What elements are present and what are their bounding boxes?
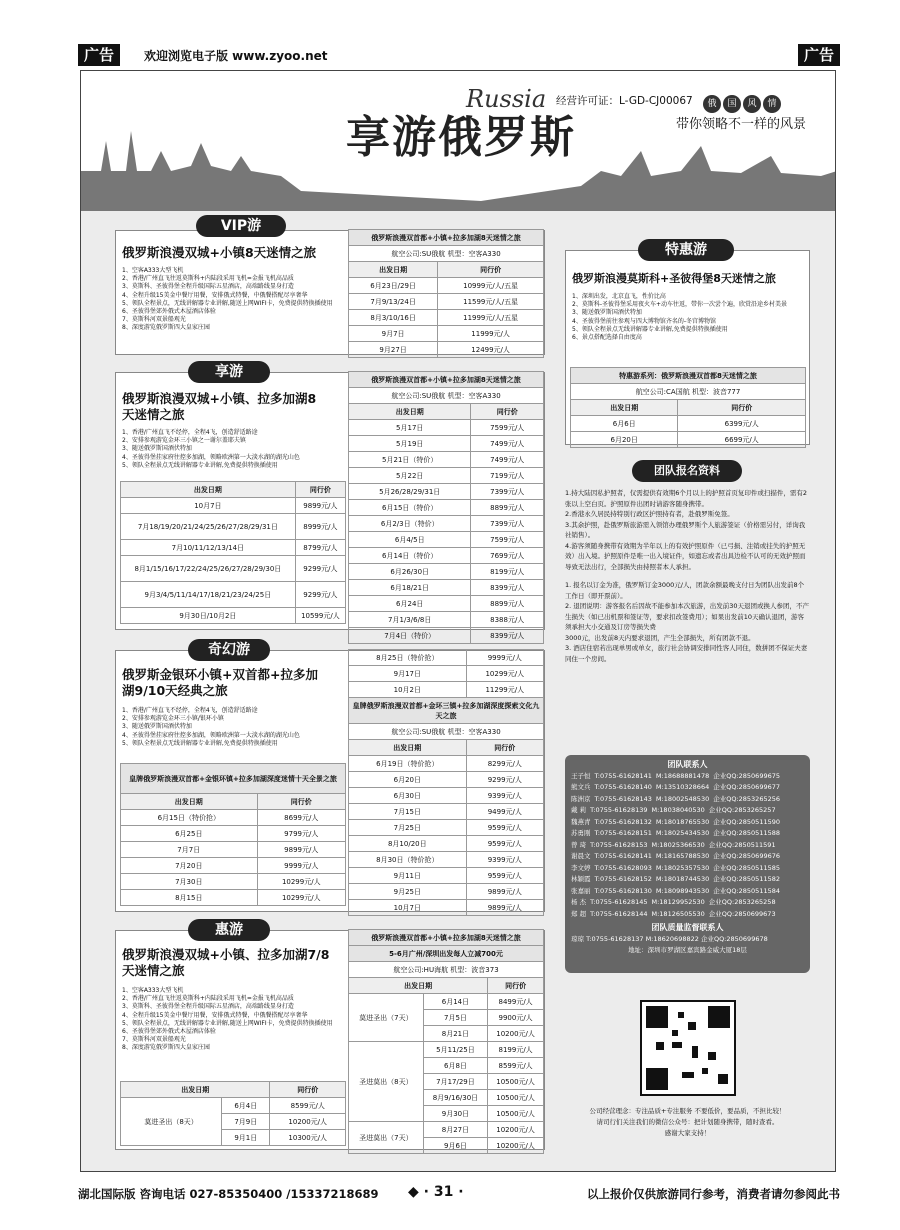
table-row: 6月19日（特价抢） 8299元/人 xyxy=(349,756,544,772)
table-row: 8月9/16/30日 10500元/人 xyxy=(349,1090,544,1106)
table-row: 莫进圣出（7天） 6月14日 8499元/人 xyxy=(349,994,544,1010)
table-row: 莫进圣出（8天） 6月4日 8599元/人 xyxy=(121,1098,346,1114)
table-row: 9月1日 10300元/人 xyxy=(121,1130,346,1146)
table-row: 6月30日 9399元/人 xyxy=(349,788,544,804)
table-row: 6月15日（特价抢） 8699元/人 xyxy=(121,810,346,826)
table-row: 10月7日 9899元/人 xyxy=(121,498,346,514)
quality-contact: 琼琼 T:0755-61628137 M:18620698822 企业QQ:2850699678 xyxy=(571,934,768,943)
table-row: 6月20日 6699元/人 xyxy=(571,432,806,448)
xiang-ribbon: 享游 xyxy=(188,361,270,383)
banner-title: 享游俄罗斯 xyxy=(346,112,576,163)
tehui-notes: 1、深圳出发，北京直飞，性价比高 2、莫斯科-圣彼得堡采用夜火车+动车往返，带你一次尝个遍，欣赏沿途乡村美景 3、随送俄罗斯国酒伏特加 4、圣彼得堡前往参观与四大博物馆齐名的-冬宫博物馆 5、领队全程景点无线讲解器专业讲解,免费提供特换插使用 6、景点搭配选择自由度高 xyxy=(572,293,788,342)
qihuan-left-table: 皇牌俄罗斯浪漫双首都+金银环镇+拉多加湖深度迷情十天全景之旅 出发日期 同行价 6月15日（特价抢） 8699元/人 6月25日 9799元/人 7月7日 9899元/人 7月20日 9999元/人 7月30日 10299元/人 8月15日 10299元/人 xyxy=(120,763,346,906)
table-row: 7月1/3/6/8日 8388元/人 xyxy=(349,612,544,628)
table-row: 9月30日/10月2日 10599元/人 xyxy=(121,608,346,624)
table-row: 圣进莫出（7天） 8月27日 10200元/人 xyxy=(349,1122,544,1138)
qihuan-notes: 1、香港/广州直飞不经停，全程4飞，创造舒适路途 2、安排参观游览金环三小镇/银环小镇 3、随送俄罗斯国酒伏特加 4、圣彼得堡挂家府往控多加湖，领略欧洲第一大淡水湖的湖光山色 5、领队全程景点无线讲解器专业讲解,免费提供特换插使用 xyxy=(122,707,300,747)
quality-title: 团队质量监督联系人 xyxy=(651,923,724,932)
table-row: 6月26/30日 8199元/人 xyxy=(349,564,544,580)
table-row: 9月25日 9899元/人 xyxy=(349,884,544,900)
table-row: 7月5日 9900元/人 xyxy=(349,1010,544,1026)
table-row: 7月18/19/20/21/24/25/26/27/28/29/31日 8999元/人 xyxy=(121,514,346,540)
table-row: 8月10/20日 9599元/人 xyxy=(349,836,544,852)
table-row: 7月20日 9999元/人 xyxy=(121,858,346,874)
table-row: 9月11日 9599元/人 xyxy=(349,868,544,884)
table-row: 6月6日 6399元/人 xyxy=(571,416,806,432)
table-row: 9月17日 10299元/人 xyxy=(349,666,544,682)
table-row: 7月25日 9599元/人 xyxy=(349,820,544,836)
xiang-right-table: 俄罗斯浪漫双首都+小镇+拉多加湖8天迷情之旅 航空公司:SU俄航 机型：空客A330 出发日期 同行价 5月17日 7599元/人 5月19日 7499元/人 5月21日（特价） 7499元/人 5月22日 7199元/人 5月26/28/29/31日 7399元/人 6月15日（特价） 8899元/人 6月2/3日（特价） 7399元/人 6月4/5日 7599元/人 6月14日（特价） 7699元/人 6月26/30日 8199元/人 6月18/21日 8399元/人 6月24日 8899元/人 7月1/3/6/8日 8388元/人 7月4日（特价） 8399元/人 xyxy=(348,371,544,644)
table-row: 6月15日（特价） 8899元/人 xyxy=(349,500,544,516)
tehui-table: 特惠游系列：俄罗斯浪漫双首都8天迷情之旅 航空公司:CA国航 机型：波音777 出发日期 同行价 6月6日 6399元/人 6月20日 6699元/人 xyxy=(570,367,806,448)
banner-russia: Russia xyxy=(466,85,547,113)
license-number: 经营许可证：L-GD-CJ00067 xyxy=(556,95,693,107)
table-row: 9月7日 11999元/人 xyxy=(349,326,544,342)
footer xyxy=(78,1184,840,1204)
vip-ribbon: VIP游 xyxy=(196,215,286,237)
badge-4: 情 xyxy=(763,95,781,113)
table-row: 8月25日（特价抢） 9999元/人 xyxy=(349,650,544,666)
table-row: 7月7日 9899元/人 xyxy=(121,842,346,858)
contact-panel xyxy=(565,755,810,973)
table-row: 8月21日 10200元/人 xyxy=(349,1026,544,1042)
ad-label-left: 广告 xyxy=(78,44,120,66)
banner xyxy=(81,71,836,211)
qihuan-section xyxy=(115,642,545,912)
table-row: 9月6日 10200元/人 xyxy=(349,1138,544,1154)
address: 地址：深圳市罗湖区嘉宾路金威大厦18层 xyxy=(628,946,747,954)
contact-row: 陈洲京 T:0755-61628143 M:18002548530 企业QQ:2853265256 xyxy=(571,794,780,803)
hui-notes: 1、空客A333大型飞机 2、香港/广州直飞往返莫斯科+内陆段采用飞机=金报飞机高品质 3、莫斯科、圣彼得堡全程升级国际五星酒店，高端路线显身打造 4、全程升级15美金中餐厅用餐，安排俄式特餐，中俄餐搭配尽享奢华 5、领队全程景点，无线讲解器专业讲解,随送上网WIFI卡，免费提供特换插使用 6、圣彼得堡郊外俄式木屋酒店体验 7、莫斯科河双景船观光 8、深度游览俄罗斯四大皇家庄园 xyxy=(122,987,333,1052)
table-row: 6月20日 9299元/人 xyxy=(349,772,544,788)
table-row: 7月10/11/12/13/14日 8799元/人 xyxy=(121,540,346,556)
vip-title: 俄罗斯浪漫双城+小镇8天迷情之旅 xyxy=(122,245,317,260)
xiang-title: 俄罗斯浪漫双城+小镇、拉多加湖8天迷情之旅 xyxy=(122,391,317,422)
contact-row: 王子恒 T:0755-61628141 M:18688881478 企业QQ:2850699675 xyxy=(571,771,780,780)
ad-label-right: 广告 xyxy=(798,44,840,66)
page-number: ◆ · 31 · xyxy=(408,1184,464,1200)
table-row: 5月17日 7599元/人 xyxy=(349,420,544,436)
contact-row: 李文婷 T:0755-61628093 M:18025357530 企业QQ:2850511585 xyxy=(571,863,780,872)
hui-left-table: 出发日期 同行价 莫进圣出（8天） 6月4日 8599元/人 7月9日 10200元/人 9月1日 10300元/人 xyxy=(120,1081,346,1146)
xiang-left-table: 出发日期 同行价 10月7日 9899元/人 7月18/19/20/21/24/25/26/27/28/29/31日 8999元/人 7月10/11/12/13/14日 8799元/人 8月1/15/16/17/22/24/25/26/27/28/29/30日 9299元/人 9月3/4/5/11/14/17/18/21/23/24/25日 9299元/人 9月30日/10月2日 10599元/人 xyxy=(120,481,346,624)
contact-row: 张嘉丽 T:0755-61628130 M:18098943530 企业QQ:2850511584 xyxy=(571,886,780,895)
table-row: 8月1/15/16/17/22/24/25/26/27/28/29/30日 9299元/人 xyxy=(121,556,346,582)
table-row: 5月21日（特价） 7499元/人 xyxy=(349,452,544,468)
page-logo-icon: ◆ · xyxy=(408,1184,434,1200)
contact-row: 魏燕青 T:0755-61628132 M:18018765530 企业QQ:2850511590 xyxy=(571,817,780,826)
site-url[interactable]: 欢迎浏览电子版 www.zyoo.net xyxy=(144,49,328,63)
table-row: 7月30日 10299元/人 xyxy=(121,874,346,890)
team-info: 1.持大陆因私护照者，仅需提供有效期6个月以上的护照首页复印件或扫描件，需有2张以上空白页。护照原件出团时请游客随身携带。 2.香港永久居民持特别行政区护照持有者，赴俄罗斯免签。 3.其余护照，赴俄罗斯旅游需入领馆办理俄罗斯个人旅游签证（价格需另付，详询我社销售）。 4.游客须随身携带有效期为半年以上的有效护照原件（已弓损、注销或挂失的护照无效）出入境。护照原件是唯一出入境证件，如遗忘或者出具边检不认可的无效护照而导致无法出行，全部损失由持照者本人承担。 1. 报名以订金为准，俄罗斯订金3000元/人，团款余额最晚支付日为团队出发前8个工作日（即开票前）。 2. 退团说明：游客报名后因故不能参加本次旅游，出发前30天退团或换人参团，不产生损失（如已出机票和签证等，要求扣改签费用）；如果出发前10天确认退团，游客须承担大小交通及订房等损失费 3000元，出发前8天内要求退团，产生全部损失，所有团款不退。 3. 酒店住宿若出现单男或单女，旅行社会协调安排同性客人同住，数拼团不保证夫妻同住一个房间。 xyxy=(565,489,810,663)
contact-row: 林颖霞 T:0755-61628152 M:18018744530 企业QQ:2850511582 xyxy=(571,875,780,883)
qihuan-ribbon: 奇幻游 xyxy=(188,639,270,661)
table-row: 8月30日（特价抢） 9399元/人 xyxy=(349,852,544,868)
badge-group xyxy=(703,91,783,113)
qihuan-title: 俄罗斯金银环小镇+双首都+拉多加湖9/10天经典之旅 xyxy=(122,667,318,698)
table-row: 圣进莫出（8天） 5月11/25日 8199元/人 xyxy=(349,1042,544,1058)
badge-3: 风 xyxy=(743,95,761,113)
contact-row: 熊文兵 T:0755-61628140 M:13510328664 企业QQ:2850699677 xyxy=(571,783,780,791)
footer-phone: 湖北国际版 咨询电话 027-85350400 /15337218689 xyxy=(78,1187,379,1201)
table-row: 6月24日 8899元/人 xyxy=(349,596,544,612)
table-row: 8月15日 10299元/人 xyxy=(121,890,346,906)
contact-row: 苏勇刚 T:0755-61628151 M:18025434530 企业QQ:2850511588 xyxy=(571,829,780,837)
top-bar xyxy=(78,44,840,66)
tehui-ribbon: 特惠游 xyxy=(638,239,734,261)
badge-2: 国 xyxy=(723,95,741,113)
table-row: 5月19日 7499元/人 xyxy=(349,436,544,452)
qihuan-right-table: 8月25日（特价抢） 9999元/人 9月17日 10299元/人 10月2日 11299元/人 皇牌俄罗斯浪漫双首都+金环三镇+拉多加湖深度探索文化九天之旅 航空公司:SU俄航 机型：空客A330 出发日期 同行价 6月19日（特价抢） 8299元/人 6月20日 9299元/人 6月30日 9399元/人 7月15日 9499元/人 7月25日 9599元/人 8月10/20日 9599元/人 8月30日（特价抢） 9399元/人 9月11日 9599元/人 9月25日 9899元/人 10月7日 9899元/人 xyxy=(348,649,544,916)
hui-right-table: 俄罗斯浪漫双首都+小镇+拉多加湖8天迷情之旅 5-6月广州/深圳出发每人立减700元 航空公司:HU海航 机型：波音373 出发日期 同行价 莫进圣出（7天） 6月14日 8499元/人 7月5日 9900元/人 8月21日 10200元/人 圣进莫出（8天） 5月11/25日 8199元/人 6月8日 8599元/人 7月17/29日 10500元/人 8月9/16/30日 10500元/人 9月30日 10500元/人 圣进莫出（7天） 8月27日 10200元/人 9月6日 10200元/人 xyxy=(348,929,544,1154)
hui-title: 俄罗斯浪漫双城+小镇、拉多加湖7/8天迷情之旅 xyxy=(122,947,330,978)
table-row: 6月25日 9799元/人 xyxy=(121,826,346,842)
table-row: 6月14日（特价） 7699元/人 xyxy=(349,548,544,564)
table-row: 9月3/4/5/11/14/17/18/21/23/24/25日 9299元/人 xyxy=(121,582,346,608)
table-row: 5月26/28/29/31日 7399元/人 xyxy=(349,484,544,500)
contact-row: 戴 莉 T:0755-61628139 M:18038040530 企业QQ:2853265257 xyxy=(571,806,776,814)
company-motto: 公司经营理念：专注品质+专注服务 不要低价，要品质，不担比较！ 请司行们关注我们的微信公众号：把计划随身携带，随时查看。 感谢大家支持！ xyxy=(589,1107,786,1137)
contact-row: 曾 琦 T:0755-61628153 M:18025366530 企业QQ:2850511591 xyxy=(571,840,776,849)
table-row: 7月17/29日 10500元/人 xyxy=(349,1074,544,1090)
hui-ribbon: 惠游 xyxy=(188,919,270,941)
table-row: 7月9/13/24日 11599元/人/五星 xyxy=(349,294,544,310)
table-row: 7月4日（特价） 8399元/人 xyxy=(349,628,544,644)
xiang-section xyxy=(115,364,545,640)
vip-notes: 1、空客A333大型飞机 2、香港/广州直飞往返莫斯科+内陆段采用飞机=金报飞机高品质 3、莫斯科、圣彼得堡全程升级国际五星酒店，高端路线显身打造 4、全程升级15美金中餐厅用餐，安排俄式特餐，中俄餐搭配尽享奢华 5、领队全程景点，无线讲解器专业讲解,随送上网WIFI卡，免费提供特换插使用 6、圣彼得堡郊外俄式木屋酒店体验 7、莫斯科河双景船观光 8、深度游览俄罗斯四大皇家庄园 xyxy=(122,267,333,332)
table-row: 5月22日 7199元/人 xyxy=(349,468,544,484)
contact-title: 团队联系人 xyxy=(667,760,708,769)
table-row: 9月30日 10500元/人 xyxy=(349,1106,544,1122)
vip-price-table: 俄罗斯浪漫双首都+小镇+拉多加湖8天迷情之旅 航空公司:SU俄航 机型：空客A330 出发日期 同行价 6月23日/29日 10999元/人/五星 7月9/13/24日 11599元/人/五星 8月3/10/16日 11999元/人/五星 9月7日 11999元/人 9月27日 12499元/人 xyxy=(348,229,544,358)
table-row: 6月23日/29日 10999元/人/五星 xyxy=(349,278,544,294)
slogan: 带你领略不一样的风景 xyxy=(676,117,807,132)
table-row: 6月8日 8599元/人 xyxy=(349,1058,544,1074)
qr-code-icon[interactable] xyxy=(640,1000,736,1096)
contact-row: 杨 杰 T:0755-61628145 M:18129952530 企业QQ:2853265258 xyxy=(571,898,776,906)
badge-1: 俄 xyxy=(703,95,721,113)
tehui-title: 俄罗斯浪漫莫斯科+圣彼得堡8天迷情之旅 xyxy=(572,272,776,285)
table-row: 6月4/5日 7599元/人 xyxy=(349,532,544,548)
contact-row: 谢晨文 T:0755-61628141 M:18165788530 企业QQ:2850699676 xyxy=(571,852,780,860)
table-row: 10月2日 11299元/人 xyxy=(349,682,544,698)
table-row: 6月18/21日 8399元/人 xyxy=(349,580,544,596)
tehui-section xyxy=(565,242,810,445)
hui-section xyxy=(115,922,545,1150)
table-row: 8月3/10/16日 11999元/人/五星 xyxy=(349,310,544,326)
footer-disclaimer: 以上报价仅供旅游同行参考，消费者请勿参阅此书 xyxy=(587,1187,840,1201)
table-row: 7月15日 9499元/人 xyxy=(349,804,544,820)
xiang-notes: 1、香港/广州直飞不经停，全程4飞，创造舒适路途 2、安排参观游览金环三小镇之一谢尔盖耶夫镇 3、随送俄罗斯国酒伏特加 4、圣彼得堡挂家府往控多加湖，领略欧洲第一大淡水湖的湖光山色 5、领队全程景点无线讲解器专业讲解,免费提供特换插使用 xyxy=(122,429,300,469)
table-row: 9月27日 12499元/人 xyxy=(349,342,544,358)
table-row: 6月2/3日（特价） 7399元/人 xyxy=(349,516,544,532)
table-row: 7月9日 10200元/人 xyxy=(121,1114,346,1130)
team-ribbon: 团队报名资料 xyxy=(632,460,742,482)
table-row: 10月7日 9899元/人 xyxy=(349,900,544,916)
vip-section xyxy=(115,218,545,355)
contact-row: 郑 超 T:0755-61628144 M:18126505530 企业QQ:2850699673 xyxy=(571,909,776,918)
